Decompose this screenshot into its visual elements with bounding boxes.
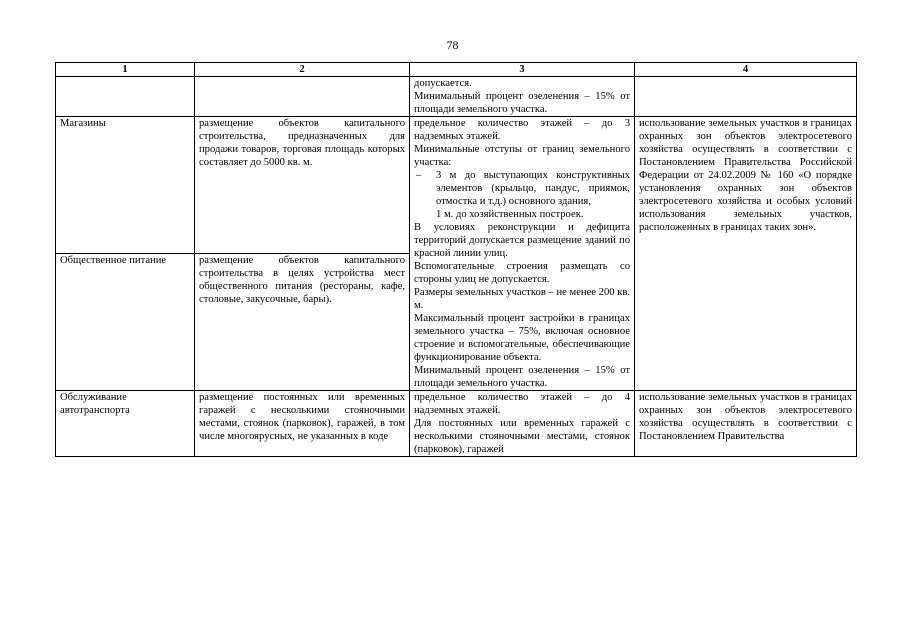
use-name: Общественное питание: [60, 255, 167, 266]
table-row-shops: [56, 117, 857, 254]
list-item: 1 м. до хозяйственных построек.: [436, 209, 584, 220]
use-description: размещение постоянных или временных гаражей с несколькими стояночными местами, стоянок (парковок), гаражей, в том числе многоярусных, не указанных в коде: [199, 392, 405, 442]
restrictions-cell: использование земельных участков в границах охранных зон объектов электросетевого хозяйства осуществлять в соответствии с Постановлением Правительства Российской Федерации от 24.02.2009 № 160 «О порядке установления охранных зон объектов электросетевого хозяйства и особых условий использования земельных участков, расположенных в границах таких зон».: [635, 117, 857, 391]
column-header-2: 2: [195, 63, 410, 77]
use-name: Обслуживание автотранспорта: [60, 392, 130, 416]
parameters-cell: предельное количество этажей – до 3 надземных этажей. Минимальные отступы от границ земельного участка: – 3 м до выступающих конструктивных элементов (крыльцо, пандус, приямок, отмостка и т.д.) основного здания, 1 м. до хозяйственных построек. В условиях реконструкции и дефицита территорий допускается размещение зданий по красной линии улиц. Вспомогательные строения размещать со стороны улиц не допускается. Размеры земельных участков – не менее 200 кв. м. Максимальный процент застройки в границах земельного участка – 75%, включая основное строение и вспомогательные, обеспечивающие функционирование объекта. Минимальный процент озеленения – 15% от площади земельного участка.: [410, 117, 635, 391]
column-header-1: 1: [56, 63, 195, 77]
table-header-row: [56, 63, 857, 77]
setback-list: [414, 169, 630, 221]
table-row-continuation: [56, 77, 857, 117]
column-header-3: 3: [410, 63, 635, 77]
use-name: Магазины: [60, 118, 106, 129]
restrictions-text: использование земельных участков в границах охранных зон объектов электросетевого хозяйства осуществлять в соответствии с Постановлением Правительства: [639, 392, 852, 442]
cell-text: Минимальный процент озеленения – 15% от площади земельного участка.: [414, 91, 630, 115]
use-description: размещение объектов капитального строительства в целях устройства мест общественного питания (рестораны, кафе, столовые, закусочные, бары).: [199, 255, 405, 305]
zoning-table: [55, 62, 857, 457]
list-item: – 3 м до выступающих конструктивных элементов (крыльцо, пандус, приямок, отмостка и т.д.) основного здания,: [416, 170, 630, 207]
parameters-text: Для постоянных или временных гаражей с несколькими стояночными местами, стоянок (парковок), гаражей: [414, 418, 630, 455]
page-number: 78: [446, 38, 459, 52]
table-row-auto: [56, 391, 857, 457]
use-description: размещение объектов капитального строительства, предназначенных для продажи товаров, торговая площадь которых составляет до 5000 кв. м.: [199, 118, 405, 168]
parameters-text: предельное количество этажей – до 4 надземных этажей.: [414, 392, 630, 416]
cell-text: допускается.: [414, 78, 472, 89]
column-header-4: 4: [635, 63, 857, 77]
